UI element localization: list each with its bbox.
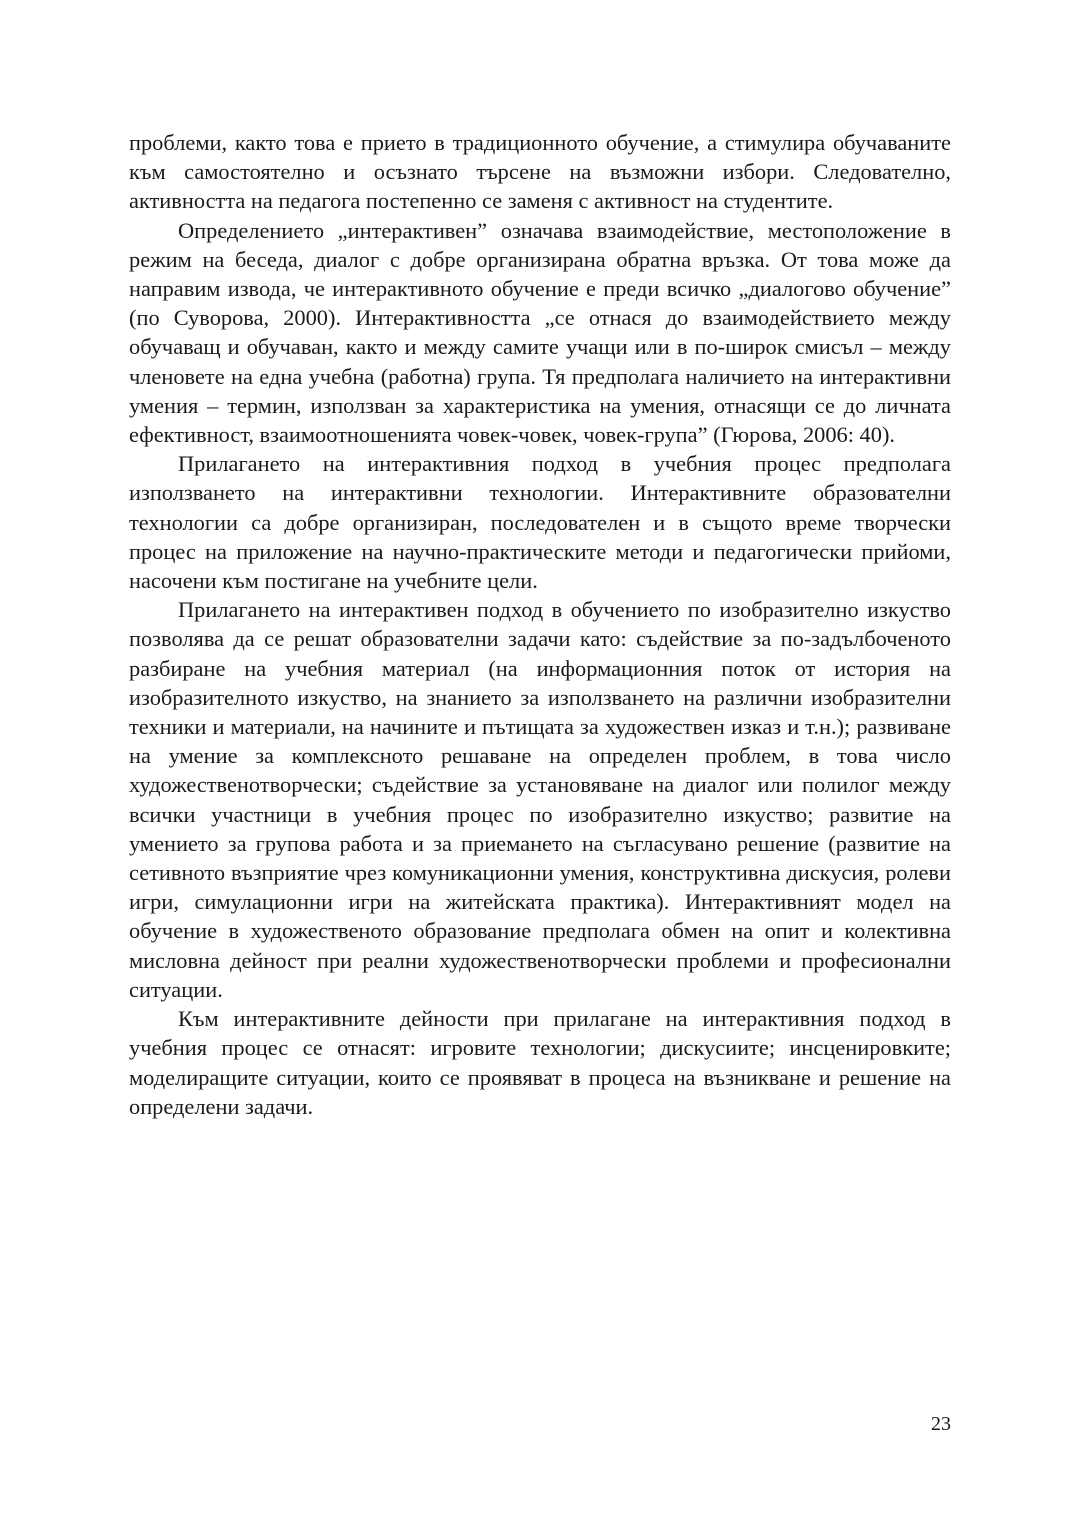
paragraph-interactive-technologies: Прилагането на интерактивния подход в учебния процес предполага използването на интерактивни технологии. Интерактивните образователни технологии са добре организиран, последователен и в същото време творчески процес на приложение на научно-практическите методи и педагогически прийоми, насочени към постигане на учебните цели.: [129, 451, 951, 594]
paragraph-continuation: проблеми, както това е прието в традиционното обучение, а стимулира обучаваните към самостоятелно и осъзнато търсене на възможни избори. Следователно, активността на педагога постепенно се заменя с активност на студентите.: [129, 130, 951, 214]
paragraph-interactive-activities: Към интерактивните дейности при прилагане на интерактивния подход в учебния процес се отнасят: игровите технологии; дискусиите; инсценировките; моделиращите ситуации, които се проявяват в процеса на възникване и решение на определени задачи.: [129, 1006, 951, 1119]
page-number: 23: [931, 1413, 951, 1435]
paragraph-art-education: Прилагането на интерактивен подход в обучението по изобразително изкуство позволява да се решат образователни задачи като: съдействие за по-задълбоченото разбиране на учебния материал (на информационния поток от история на изобразителното изкуство, на знанието за използването на различни изобразителни техники и материали, на начините и пътищата за художествен изказ и т.н.); развиване на умение за комплексното решаване на определен проблем, в това число художественотворчески; съдействие за установяване на диалог или полилог между всички участници в учебния процес по изобразително изкуство; развитие на умението за групова работа и за приемането на съгласувано решение (развитие на сетивното възприятие чрез комуникационни умения, конструктивна дискусия, ролеви игри, симулационни игри на житейската практика). Интерактивният модел на обучение в художественото образование предполага обмен на опит и колективна мисловна дейност при реални художественотворчески проблеми и професионални ситуации.: [129, 597, 951, 1002]
paragraph-interactive-definition: Определението „интерактивен” означава взаимодействие, местоположение в режим на беседа, диалог с добре организирана обратна връзка. От това може да направим извода, че интерактивното обучение е преди всичко „диалогово обучение” (по Суворова, 2000). Интерактивността „се отнася до взаимодействието между обучаващ и обучаван, както и между самите учащи или в по-широк смисъл – между членовете на една учебна (работна) група. Тя предполага наличието на интерактивни умения – термин, използван за характеристика на умения, отнасящи се до личната ефективност, взаимоотношенията човек-човек, човек-група” (Гюрова, 2006: 40).: [129, 217, 951, 448]
body-text: [129, 128, 951, 1121]
